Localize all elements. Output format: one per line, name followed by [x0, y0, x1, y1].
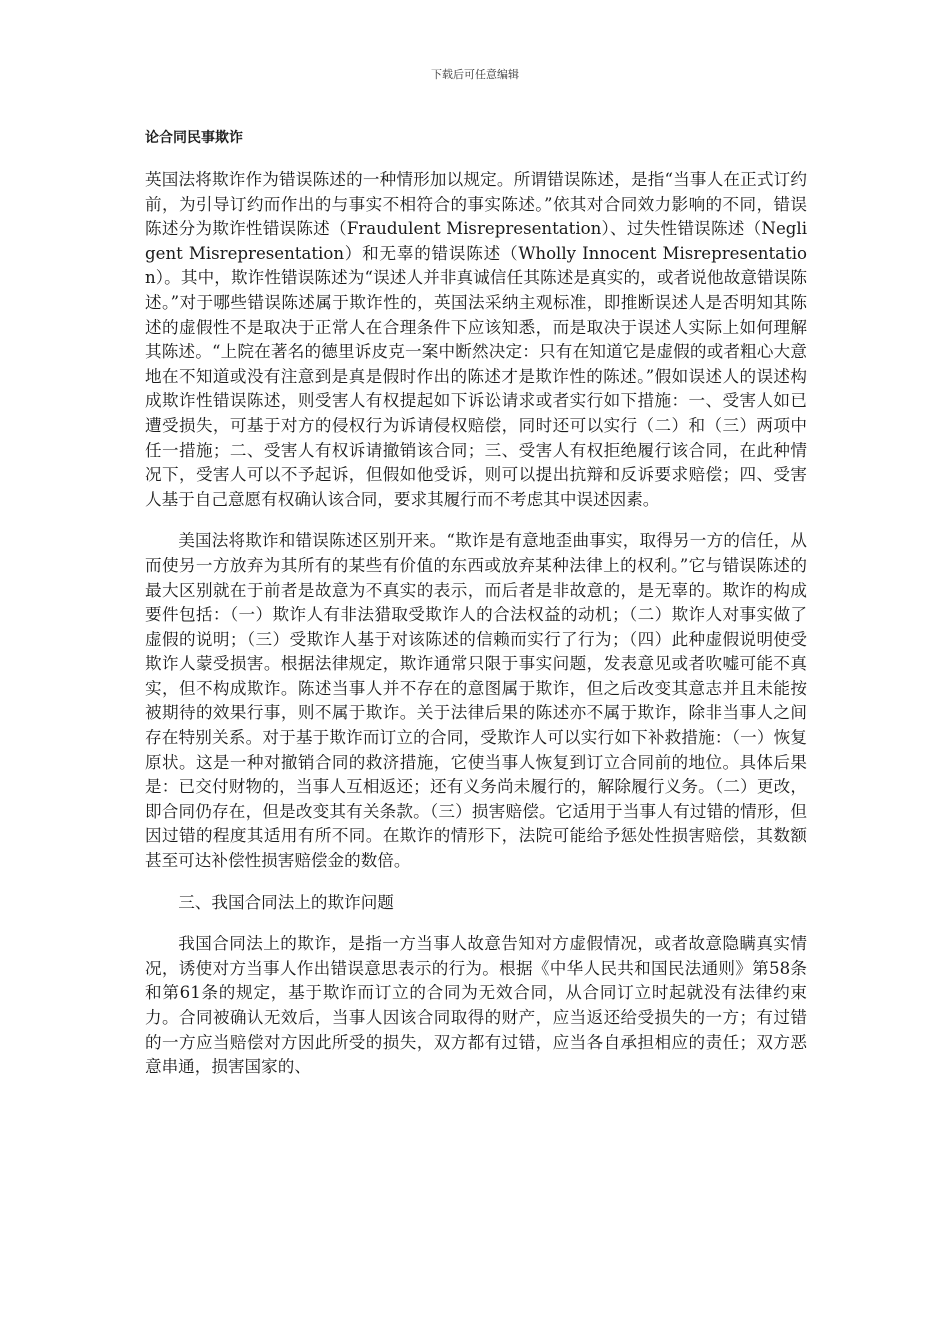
section-heading-chinese-law: 三、我国合同法上的欺诈问题: [178, 892, 394, 912]
paragraph-english-law: 英国法将欺诈作为错误陈述的一种情形加以规定。所谓错误陈述，是指“当事人在正式订约前，为引导订约而作出的与事实不相符合的事实陈述。”依其对合同效力影响的不同，错误陈述分为欺诈性错误陈述（Fraudulent Misrepresentation）、过失性错误陈述（Negligent Misrepresentation）和无辜的错误陈述（Wholly Innocent Misrepresentation）。其中，欺诈性错误陈述为“误述人并非真诚信任其陈述是真实的，或者说他故意错误陈述。”对于哪些错误陈述属于欺诈性的，英国法采纳主观标准，即推断误述人是否明知其陈述的虚假性不是取决于正常人在合理条件下应该知悉，而是取决于误述人实际上如何理解其陈述。“上院在著名的德里诉皮克一案中断然决定：只有在知道它是虚假的或者粗心大意地在不知道或没有注意到是真是假时作出的陈述才是欺诈性的陈述。”假如误述人的误述构成欺诈性错误陈述，则受害人有权提起如下诉讼请求或者实行如下措施：一、受害人如已遭受损失，可基于对方的侵权行为诉请侵权赔偿，同时还可以实行（二）和（三）两项中任一措施；二、受害人有权诉请撤销该合同；三、受害人有权拒绝履行该合同，在此种情况下，受害人可以不予起诉，但假如他受诉，则可以提出抗辩和反诉要求赔偿；四、受害人基于自己意愿有权确认该合同，要求其履行而不考虑其中误述因素。: [145, 170, 807, 509]
header-note: 下载后可任意编辑: [431, 68, 519, 81]
paragraph-american-law: 美国法将欺诈和错误陈述区别开来。“欺诈是有意地歪曲事实，取得另一方的信任，从而使另一方放弃为其所有的某些有价值的东西或放弃某种法律上的权利。”它与错误陈述的最大区别就在于前者是故意为不真实的表示，而后者是非故意的，是无辜的。欺诈的构成要件包括：（一）欺诈人有非法猎取受欺诈人的合法权益的动机；（二）欺诈人对事实做了虚假的说明；（三）受欺诈人基于对该陈述的信赖而实行了行为；（四）此种虚假说明使受欺诈人蒙受损害。根据法律规定，欺诈通常只限于事实问题，发表意见或者吹嘘可能不真实，但不构成欺诈。陈述当事人并不存在的意图属于欺诈，但之后改变其意志并且未能按被期待的效果行事，则不属于欺诈。关于法律后果的陈述亦不属于欺诈，除非当事人之间存在特别关系。对于基于欺诈而订立的合同，受欺诈人可以实行如下补救措施：（一）恢复原状。这是一种对撤销合同的救济措施，它使当事人恢复到订立合同前的地位。具体后果是：已交付财物的，当事人互相返还；还有义务尚未履行的，解除履行义务。（二）更改，即合同仍存在，但是改变其有关条款。（三）损害赔偿。它适用于当事人有过错的情形，但因过错的程度其适用有所不同。在欺诈的情形下，法院可能给予惩处性损害赔偿，其数额甚至可达补偿性损害赔偿金的数倍。: [145, 531, 807, 871]
document-title: 论合同民事欺诈: [145, 130, 243, 146]
document-body: [145, 168, 807, 1097]
paragraph-chinese-law: 我国合同法上的欺诈，是指一方当事人故意告知对方虚假情况，或者故意隐瞒真实情况，诱使对方当事人作出错误意思表示的行为。根据《中华人民共和国民法通则》第58条和第61条的规定，基于欺诈而订立的合同为无效合同，从合同订立时起就没有法律约束力。合同被确认无效后，当事人因该合同取得的财产，应当返还给受损失的一方；有过错的一方应当赔偿对方因此所受的损失，双方都有过错，应当各自承担相应的责任；双方恶意串通，损害国家的、: [145, 934, 807, 1077]
